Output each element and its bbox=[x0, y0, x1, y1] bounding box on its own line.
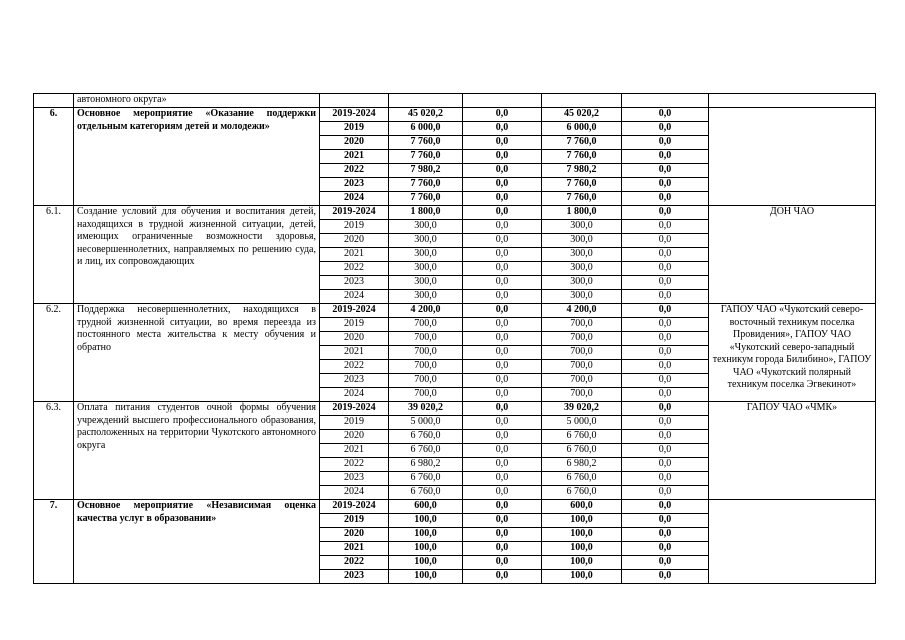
regional-budget-cell: 300,0 bbox=[542, 248, 622, 262]
other-sources-cell: 0,0 bbox=[622, 150, 709, 164]
total-cell: 100,0 bbox=[389, 528, 463, 542]
regional-budget-cell: 6 760,0 bbox=[542, 444, 622, 458]
year-cell: 2020 bbox=[320, 332, 389, 346]
federal-budget-cell: 0,0 bbox=[463, 206, 542, 220]
regional-budget-cell: 7 980,2 bbox=[542, 164, 622, 178]
other-sources-cell: 0,0 bbox=[622, 332, 709, 346]
description-cell: автономного округа» bbox=[74, 94, 320, 108]
responsible-executor-cell: ДОН ЧАО bbox=[709, 206, 876, 304]
total-cell: 700,0 bbox=[389, 360, 463, 374]
federal-budget-cell: 0,0 bbox=[463, 234, 542, 248]
total-cell: 6 980,2 bbox=[389, 458, 463, 472]
other-sources-cell: 0,0 bbox=[622, 164, 709, 178]
year-cell: 2022 bbox=[320, 262, 389, 276]
total-cell: 7 760,0 bbox=[389, 136, 463, 150]
year-cell: 2023 bbox=[320, 178, 389, 192]
regional-budget-cell: 300,0 bbox=[542, 262, 622, 276]
row-number-cell: 6.2. bbox=[34, 304, 74, 402]
regional-budget-cell: 700,0 bbox=[542, 360, 622, 374]
federal-budget-cell: 0,0 bbox=[463, 164, 542, 178]
federal-budget-cell: 0,0 bbox=[463, 556, 542, 570]
federal-budget-cell: 0,0 bbox=[463, 500, 542, 514]
other-sources-cell: 0,0 bbox=[622, 514, 709, 528]
other-sources-cell: 0,0 bbox=[622, 472, 709, 486]
regional-budget-cell: 100,0 bbox=[542, 570, 622, 584]
federal-budget-cell: 0,0 bbox=[463, 402, 542, 416]
other-sources-cell: 0,0 bbox=[622, 542, 709, 556]
total-cell: 7 760,0 bbox=[389, 192, 463, 206]
year-cell: 2019 bbox=[320, 318, 389, 332]
total-cell: 6 760,0 bbox=[389, 486, 463, 500]
year-cell: 2019-2024 bbox=[320, 402, 389, 416]
table-row bbox=[34, 402, 876, 416]
regional-budget-cell: 7 760,0 bbox=[542, 136, 622, 150]
year-cell: 2020 bbox=[320, 528, 389, 542]
federal-budget-cell: 0,0 bbox=[463, 248, 542, 262]
federal-budget-cell: 0,0 bbox=[463, 416, 542, 430]
federal-budget-cell: 0,0 bbox=[463, 108, 542, 122]
federal-budget-cell: 0,0 bbox=[463, 332, 542, 346]
description-cell: Основное мероприятие «Независимая оценка качества услуг в образовании» bbox=[74, 500, 320, 584]
year-cell: 2024 bbox=[320, 486, 389, 500]
year-cell: 2019 bbox=[320, 514, 389, 528]
row-number-cell: 7. bbox=[34, 500, 74, 584]
other-sources-cell: 0,0 bbox=[622, 360, 709, 374]
regional-budget-cell: 5 000,0 bbox=[542, 416, 622, 430]
federal-budget-cell: 0,0 bbox=[463, 430, 542, 444]
other-sources-cell: 0,0 bbox=[622, 374, 709, 388]
federal-budget-cell: 0,0 bbox=[463, 570, 542, 584]
federal-budget-cell: 0,0 bbox=[463, 444, 542, 458]
description-cell: Основное мероприятие «Оказание поддержки отдельным категориям детей и молодежи» bbox=[74, 108, 320, 206]
year-cell: 2024 bbox=[320, 192, 389, 206]
row-number-cell: 6. bbox=[34, 108, 74, 206]
regional-budget-cell: 7 760,0 bbox=[542, 192, 622, 206]
regional-budget-cell: 6 760,0 bbox=[542, 472, 622, 486]
responsible-executor-cell: ГАПОУ ЧАО «Чукотский северо-восточный техникум поселка Провидения», ГАПОУ ЧАО «Чукотский северо-западный техникум города Билибино», ГАПОУ ЧАО «Чукотский полярный техникум поселка Эгвекинот» bbox=[709, 304, 876, 402]
table-row bbox=[34, 206, 876, 220]
total-cell: 6 760,0 bbox=[389, 472, 463, 486]
regional-budget-cell: 700,0 bbox=[542, 318, 622, 332]
regional-budget-cell: 300,0 bbox=[542, 220, 622, 234]
year-cell: 2021 bbox=[320, 150, 389, 164]
other-sources-cell: 0,0 bbox=[622, 528, 709, 542]
year-cell: 2020 bbox=[320, 234, 389, 248]
total-cell: 100,0 bbox=[389, 542, 463, 556]
regional-budget-cell: 6 760,0 bbox=[542, 486, 622, 500]
total-cell: 300,0 bbox=[389, 262, 463, 276]
federal-budget-cell: 0,0 bbox=[463, 458, 542, 472]
total-cell: 700,0 bbox=[389, 388, 463, 402]
year-cell: 2019 bbox=[320, 122, 389, 136]
total-cell: 6 000,0 bbox=[389, 122, 463, 136]
other-sources-cell: 0,0 bbox=[622, 556, 709, 570]
regional-budget-cell: 300,0 bbox=[542, 290, 622, 304]
other-sources-cell: 0,0 bbox=[622, 122, 709, 136]
year-cell: 2022 bbox=[320, 164, 389, 178]
regional-budget-cell: 100,0 bbox=[542, 542, 622, 556]
federal-budget-cell: 0,0 bbox=[463, 192, 542, 206]
total-cell: 300,0 bbox=[389, 220, 463, 234]
total-cell: 100,0 bbox=[389, 514, 463, 528]
federal-budget-cell: 0,0 bbox=[463, 178, 542, 192]
other-sources-cell: 0,0 bbox=[622, 570, 709, 584]
federal-budget-cell: 0,0 bbox=[463, 472, 542, 486]
year-cell: 2019-2024 bbox=[320, 500, 389, 514]
regional-budget-cell: 7 760,0 bbox=[542, 178, 622, 192]
year-cell: 2020 bbox=[320, 136, 389, 150]
other-sources-cell: 0,0 bbox=[622, 416, 709, 430]
other-sources-cell: 0,0 bbox=[622, 220, 709, 234]
year-cell: 2021 bbox=[320, 444, 389, 458]
row-number-cell bbox=[34, 94, 74, 108]
table-row-continuation bbox=[34, 94, 876, 108]
federal-budget-cell: 0,0 bbox=[463, 542, 542, 556]
year-cell: 2019-2024 bbox=[320, 206, 389, 220]
federal-budget-cell: 0,0 bbox=[463, 388, 542, 402]
regional-budget-cell: 6 760,0 bbox=[542, 430, 622, 444]
table-row bbox=[34, 500, 876, 514]
federal-budget-cell: 0,0 bbox=[463, 220, 542, 234]
total-cell: 7 760,0 bbox=[389, 150, 463, 164]
regional-budget-cell: 100,0 bbox=[542, 528, 622, 542]
responsible-executor-cell: ГАПОУ ЧАО «ЧМК» bbox=[709, 402, 876, 500]
other-sources-cell: 0,0 bbox=[622, 262, 709, 276]
total-cell: 4 200,0 bbox=[389, 304, 463, 318]
federal-budget-cell: 0,0 bbox=[463, 514, 542, 528]
description-cell: Оплата питания студентов очной формы обучения учреждений высшего профессионального образования, расположенных на территории Чукотского автономного округа bbox=[74, 402, 320, 500]
federal-budget-cell: 0,0 bbox=[463, 486, 542, 500]
responsible-executor-cell bbox=[709, 108, 876, 206]
total-cell: 300,0 bbox=[389, 234, 463, 248]
federal-budget-cell: 0,0 bbox=[463, 318, 542, 332]
year-cell: 2023 bbox=[320, 374, 389, 388]
budget-table bbox=[33, 93, 876, 584]
regional-budget-cell: 100,0 bbox=[542, 514, 622, 528]
other-sources-cell: 0,0 bbox=[622, 486, 709, 500]
other-sources-cell: 0,0 bbox=[622, 458, 709, 472]
regional-budget-cell: 300,0 bbox=[542, 234, 622, 248]
other-sources-cell: 0,0 bbox=[622, 402, 709, 416]
other-sources-cell: 0,0 bbox=[622, 276, 709, 290]
other-sources-cell: 0,0 bbox=[622, 388, 709, 402]
regional-budget-cell: 300,0 bbox=[542, 276, 622, 290]
total-cell: 7 980,2 bbox=[389, 164, 463, 178]
year-cell: 2022 bbox=[320, 360, 389, 374]
federal-budget-cell: 0,0 bbox=[463, 528, 542, 542]
federal-budget-cell: 0,0 bbox=[463, 290, 542, 304]
table-row bbox=[34, 304, 876, 318]
year-cell: 2023 bbox=[320, 472, 389, 486]
year-cell: 2021 bbox=[320, 248, 389, 262]
total-cell: 300,0 bbox=[389, 276, 463, 290]
regional-budget-cell: 45 020,2 bbox=[542, 108, 622, 122]
total-cell: 700,0 bbox=[389, 332, 463, 346]
total-cell: 6 760,0 bbox=[389, 430, 463, 444]
table-row bbox=[34, 108, 876, 122]
total-cell: 700,0 bbox=[389, 318, 463, 332]
description-cell: Создание условий для обучения и воспитания детей, находящихся в трудной жизненной ситуации, детей, имеющих ограниченные возможности здоровья, несовершеннолетних, направляемых по решению суда, и лиц, их сопровождающих bbox=[74, 206, 320, 304]
total-cell: 700,0 bbox=[389, 346, 463, 360]
other-sources-cell: 0,0 bbox=[622, 304, 709, 318]
regional-budget-cell: 39 020,2 bbox=[542, 402, 622, 416]
row-number-cell: 6.1. bbox=[34, 206, 74, 304]
regional-budget-cell: 4 200,0 bbox=[542, 304, 622, 318]
year-cell: 2024 bbox=[320, 290, 389, 304]
other-sources-cell: 0,0 bbox=[622, 108, 709, 122]
year-cell: 2019-2024 bbox=[320, 108, 389, 122]
year-cell: 2024 bbox=[320, 388, 389, 402]
other-sources-cell: 0,0 bbox=[622, 248, 709, 262]
year-cell: 2021 bbox=[320, 542, 389, 556]
regional-budget-cell: 700,0 bbox=[542, 374, 622, 388]
year-cell: 2019-2024 bbox=[320, 304, 389, 318]
description-cell: Поддержка несовершеннолетних, находящихся в трудной жизненной ситуации, во время переезда из постоянного места жительства к месту обучения и обратно bbox=[74, 304, 320, 402]
regional-budget-cell: 700,0 bbox=[542, 332, 622, 346]
regional-budget-cell: 600,0 bbox=[542, 500, 622, 514]
federal-budget-cell: 0,0 bbox=[463, 360, 542, 374]
total-cell: 100,0 bbox=[389, 570, 463, 584]
other-sources-cell: 0,0 bbox=[622, 346, 709, 360]
regional-budget-cell: 700,0 bbox=[542, 346, 622, 360]
federal-budget-cell: 0,0 bbox=[463, 346, 542, 360]
total-cell: 1 800,0 bbox=[389, 206, 463, 220]
year-cell: 2019 bbox=[320, 220, 389, 234]
federal-budget-cell: 0,0 bbox=[463, 262, 542, 276]
regional-budget-cell: 6 980,2 bbox=[542, 458, 622, 472]
other-sources-cell: 0,0 bbox=[622, 290, 709, 304]
other-sources-cell: 0,0 bbox=[622, 234, 709, 248]
regional-budget-cell: 7 760,0 bbox=[542, 150, 622, 164]
regional-budget-cell: 1 800,0 bbox=[542, 206, 622, 220]
other-sources-cell: 0,0 bbox=[622, 500, 709, 514]
regional-budget-cell: 6 000,0 bbox=[542, 122, 622, 136]
total-cell: 6 760,0 bbox=[389, 444, 463, 458]
total-cell: 39 020,2 bbox=[389, 402, 463, 416]
total-cell: 5 000,0 bbox=[389, 416, 463, 430]
federal-budget-cell: 0,0 bbox=[463, 304, 542, 318]
other-sources-cell: 0,0 bbox=[622, 178, 709, 192]
year-cell: 2021 bbox=[320, 346, 389, 360]
other-sources-cell: 0,0 bbox=[622, 444, 709, 458]
year-cell: 2023 bbox=[320, 276, 389, 290]
federal-budget-cell: 0,0 bbox=[463, 150, 542, 164]
year-cell: 2019 bbox=[320, 416, 389, 430]
row-number-cell: 6.3. bbox=[34, 402, 74, 500]
federal-budget-cell: 0,0 bbox=[463, 136, 542, 150]
year-cell: 2020 bbox=[320, 430, 389, 444]
responsible-executor-cell bbox=[709, 500, 876, 584]
other-sources-cell: 0,0 bbox=[622, 430, 709, 444]
total-cell: 300,0 bbox=[389, 248, 463, 262]
year-cell: 2022 bbox=[320, 458, 389, 472]
total-cell: 600,0 bbox=[389, 500, 463, 514]
regional-budget-cell: 100,0 bbox=[542, 556, 622, 570]
total-cell: 45 020,2 bbox=[389, 108, 463, 122]
year-cell: 2022 bbox=[320, 556, 389, 570]
other-sources-cell: 0,0 bbox=[622, 206, 709, 220]
total-cell: 7 760,0 bbox=[389, 178, 463, 192]
federal-budget-cell: 0,0 bbox=[463, 276, 542, 290]
federal-budget-cell: 0,0 bbox=[463, 374, 542, 388]
other-sources-cell: 0,0 bbox=[622, 136, 709, 150]
total-cell: 100,0 bbox=[389, 556, 463, 570]
other-sources-cell: 0,0 bbox=[622, 318, 709, 332]
total-cell: 300,0 bbox=[389, 290, 463, 304]
total-cell: 700,0 bbox=[389, 374, 463, 388]
year-cell: 2023 bbox=[320, 570, 389, 584]
other-sources-cell: 0,0 bbox=[622, 192, 709, 206]
regional-budget-cell: 700,0 bbox=[542, 388, 622, 402]
federal-budget-cell: 0,0 bbox=[463, 122, 542, 136]
